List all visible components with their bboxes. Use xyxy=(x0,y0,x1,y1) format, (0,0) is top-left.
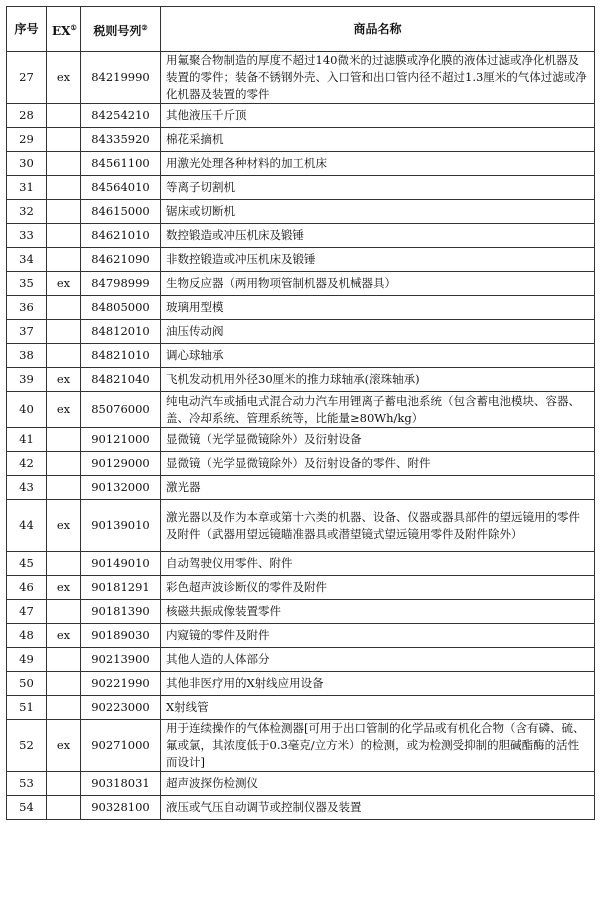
row-code: 90213900 xyxy=(81,648,161,672)
row-seq: 40 xyxy=(7,392,47,428)
row-name: 内窥镜的零件及附件 xyxy=(161,624,595,648)
row-ex xyxy=(47,428,81,452)
row-name: 超声波探伤检测仪 xyxy=(161,772,595,796)
row-ex xyxy=(47,648,81,672)
table-row xyxy=(7,672,595,696)
row-seq: 47 xyxy=(7,600,47,624)
row-seq: 27 xyxy=(7,52,47,104)
row-ex xyxy=(47,200,81,224)
row-code: 84564010 xyxy=(81,176,161,200)
row-seq: 54 xyxy=(7,796,47,820)
row-name: 用激光处理各种材料的加工机床 xyxy=(161,152,595,176)
row-code: 90121000 xyxy=(81,428,161,452)
row-code: 84812010 xyxy=(81,320,161,344)
table-body xyxy=(7,52,595,820)
row-name: 液压或气压自动调节或控制仪器及装置 xyxy=(161,796,595,820)
header-ex-footnote: ① xyxy=(70,22,77,32)
row-ex xyxy=(47,152,81,176)
row-seq: 53 xyxy=(7,772,47,796)
row-seq: 29 xyxy=(7,128,47,152)
table-row xyxy=(7,552,595,576)
row-code: 84254210 xyxy=(81,104,161,128)
row-ex xyxy=(47,248,81,272)
table-row xyxy=(7,476,595,500)
row-name: 其他非医疗用的X射线应用设备 xyxy=(161,672,595,696)
row-seq: 36 xyxy=(7,296,47,320)
row-ex xyxy=(47,320,81,344)
row-code: 90181390 xyxy=(81,600,161,624)
row-name: 纯电动汽车或插电式混合动力汽车用锂离子蓄电池系统（包含蓄电池模块、容器、盖、冷却系统、管理系统等，比能量≥80Wh/kg） xyxy=(161,392,595,428)
row-seq: 33 xyxy=(7,224,47,248)
header-code xyxy=(81,7,161,52)
header-code-label: 税则号列 xyxy=(93,23,142,38)
row-code: 90318031 xyxy=(81,772,161,796)
table-row xyxy=(7,500,595,552)
header-ex-label: EX xyxy=(52,23,71,38)
table-row xyxy=(7,176,595,200)
row-code: 85076000 xyxy=(81,392,161,428)
row-seq: 32 xyxy=(7,200,47,224)
table-row xyxy=(7,600,595,624)
row-name: 玻璃用型模 xyxy=(161,296,595,320)
tariff-table xyxy=(6,6,595,820)
row-name: 调心球轴承 xyxy=(161,344,595,368)
row-ex: ex xyxy=(47,624,81,648)
row-name: 等离子切割机 xyxy=(161,176,595,200)
row-seq: 42 xyxy=(7,452,47,476)
table-row xyxy=(7,624,595,648)
table-row xyxy=(7,772,595,796)
row-seq: 38 xyxy=(7,344,47,368)
header-code-footnote: ② xyxy=(141,22,148,32)
row-name: 核磁共振成像装置零件 xyxy=(161,600,595,624)
row-seq: 37 xyxy=(7,320,47,344)
row-code: 90189030 xyxy=(81,624,161,648)
row-name: X射线管 xyxy=(161,696,595,720)
header-name: 商品名称 xyxy=(161,7,595,52)
row-code: 84615000 xyxy=(81,200,161,224)
row-ex xyxy=(47,176,81,200)
row-code: 84621090 xyxy=(81,248,161,272)
row-code: 90181291 xyxy=(81,576,161,600)
row-ex: ex xyxy=(47,576,81,600)
row-name: 其他液压千斤顶 xyxy=(161,104,595,128)
row-seq: 48 xyxy=(7,624,47,648)
row-seq: 39 xyxy=(7,368,47,392)
row-seq: 31 xyxy=(7,176,47,200)
table-row xyxy=(7,272,595,296)
table-row xyxy=(7,52,595,104)
row-name: 显微镜（光学显微镜除外）及衍射设备 xyxy=(161,428,595,452)
row-code: 84561100 xyxy=(81,152,161,176)
table-row xyxy=(7,452,595,476)
row-code: 90328100 xyxy=(81,796,161,820)
row-ex: ex xyxy=(47,500,81,552)
row-ex xyxy=(47,224,81,248)
row-ex xyxy=(47,104,81,128)
table-row xyxy=(7,720,595,772)
row-code: 90223000 xyxy=(81,696,161,720)
table-row xyxy=(7,224,595,248)
row-ex xyxy=(47,672,81,696)
row-code: 84798999 xyxy=(81,272,161,296)
header-seq: 序号 xyxy=(7,7,47,52)
row-name: 其他人造的人体部分 xyxy=(161,648,595,672)
row-seq: 49 xyxy=(7,648,47,672)
row-code: 90271000 xyxy=(81,720,161,772)
row-name: 非数控锻造或冲压机床及锻锤 xyxy=(161,248,595,272)
row-ex: ex xyxy=(47,720,81,772)
row-seq: 46 xyxy=(7,576,47,600)
table-row xyxy=(7,344,595,368)
row-name: 彩色超声波诊断仪的零件及附件 xyxy=(161,576,595,600)
row-seq: 50 xyxy=(7,672,47,696)
row-code: 90149010 xyxy=(81,552,161,576)
row-code: 90132000 xyxy=(81,476,161,500)
table-row xyxy=(7,152,595,176)
table-row xyxy=(7,200,595,224)
row-code: 90221990 xyxy=(81,672,161,696)
row-name: 显微镜（光学显微镜除外）及衍射设备的零件、附件 xyxy=(161,452,595,476)
table-row xyxy=(7,248,595,272)
row-ex xyxy=(47,128,81,152)
row-name: 油压传动阀 xyxy=(161,320,595,344)
row-code: 84821040 xyxy=(81,368,161,392)
row-code: 90139010 xyxy=(81,500,161,552)
row-name: 飞机发动机用外径30厘米的推力球轴承(滚珠轴承) xyxy=(161,368,595,392)
table-row xyxy=(7,392,595,428)
row-code: 84219990 xyxy=(81,52,161,104)
row-code: 90129000 xyxy=(81,452,161,476)
row-name: 用于连续操作的气体检测器[可用于出口管制的化学品或有机化合物（含有磷、硫、氟或氯，其浓度低于0.3毫克/立方米）的检测，或为检测受抑制的胆碱酯酶的活性而设计] xyxy=(161,720,595,772)
row-seq: 52 xyxy=(7,720,47,772)
row-ex xyxy=(47,344,81,368)
row-name: 激光器 xyxy=(161,476,595,500)
row-seq: 45 xyxy=(7,552,47,576)
row-seq: 51 xyxy=(7,696,47,720)
row-name: 棉花采摘机 xyxy=(161,128,595,152)
row-code: 84335920 xyxy=(81,128,161,152)
row-name: 锯床或切断机 xyxy=(161,200,595,224)
row-seq: 43 xyxy=(7,476,47,500)
table-row xyxy=(7,128,595,152)
table-row xyxy=(7,104,595,128)
table-row xyxy=(7,368,595,392)
row-name: 生物反应器（两用物项管制机器及机械器具） xyxy=(161,272,595,296)
row-seq: 30 xyxy=(7,152,47,176)
row-ex: ex xyxy=(47,392,81,428)
row-code: 84805000 xyxy=(81,296,161,320)
table-row xyxy=(7,696,595,720)
row-ex xyxy=(47,796,81,820)
row-ex xyxy=(47,452,81,476)
row-code: 84821010 xyxy=(81,344,161,368)
row-name: 激光器以及作为本章或第十六类的机器、设备、仪器或器具部件的望远镜用的零件及附件（武器用望远镜瞄准器具或潜望镜式望远镜用零件及附件除外） xyxy=(161,500,595,552)
row-name: 自动驾驶仪用零件、附件 xyxy=(161,552,595,576)
row-name: 用氟聚合物制造的厚度不超过140微米的过滤膜或净化膜的液体过滤或净化机器及装置的零件；装备不锈钢外壳、入口管和出口管内径不超过1.3厘米的气体过滤或净化机器及装置的零件 xyxy=(161,52,595,104)
table-row xyxy=(7,428,595,452)
row-ex xyxy=(47,296,81,320)
row-ex xyxy=(47,696,81,720)
row-name: 数控锻造或冲压机床及锻锤 xyxy=(161,224,595,248)
row-seq: 28 xyxy=(7,104,47,128)
row-seq: 35 xyxy=(7,272,47,296)
row-ex: ex xyxy=(47,368,81,392)
table-row xyxy=(7,576,595,600)
table-header-row xyxy=(7,7,595,52)
row-ex: ex xyxy=(47,52,81,104)
table-row xyxy=(7,320,595,344)
row-ex xyxy=(47,476,81,500)
row-code: 84621010 xyxy=(81,224,161,248)
row-ex xyxy=(47,772,81,796)
row-seq: 41 xyxy=(7,428,47,452)
row-seq: 34 xyxy=(7,248,47,272)
tariff-document xyxy=(6,6,594,820)
table-row xyxy=(7,296,595,320)
row-ex xyxy=(47,552,81,576)
row-ex xyxy=(47,600,81,624)
table-row xyxy=(7,648,595,672)
row-ex: ex xyxy=(47,272,81,296)
header-ex xyxy=(47,7,81,52)
table-row xyxy=(7,796,595,820)
row-seq: 44 xyxy=(7,500,47,552)
